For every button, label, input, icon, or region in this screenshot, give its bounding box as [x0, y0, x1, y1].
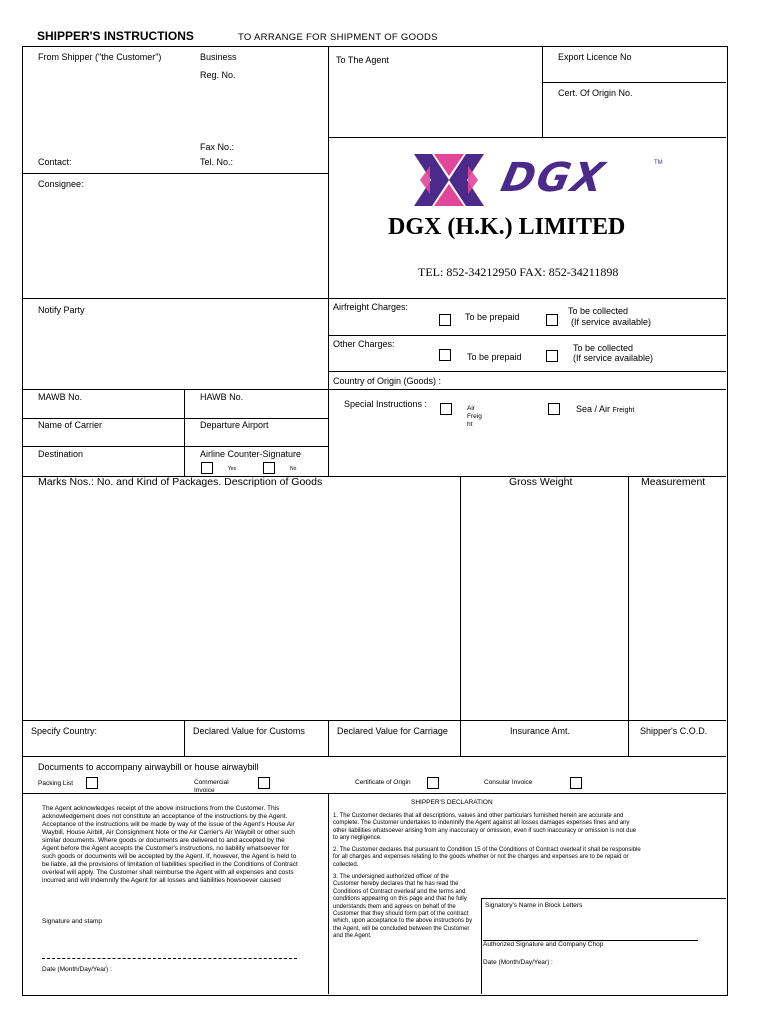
commercial-invoice-label-2: Invoice	[194, 787, 215, 794]
contact-label: Contact:	[38, 157, 72, 167]
other-prepaid-checkbox[interactable]	[439, 349, 451, 361]
measurement-label: Measurement	[641, 476, 706, 488]
authorized-signature-label: Authorized Signature and Company Chop	[483, 941, 604, 948]
form-subtitle: TO ARRANGE FOR SHIPMENT OF GOODS	[238, 32, 438, 43]
airfreight-collected-label: To be collected	[568, 306, 629, 316]
sea-air-checkbox[interactable]	[548, 403, 560, 415]
other-collected-checkbox[interactable]	[546, 350, 558, 362]
tel-no-label: Tel. No.:	[200, 157, 234, 167]
notify-party-label: Notify Party	[38, 305, 85, 315]
air-freight-label-3: ht	[467, 421, 473, 428]
other-collected-note: (If service available)	[573, 353, 654, 363]
cert-origin-label: Cert. Of Origin No.	[558, 88, 633, 98]
airline-no-label: No	[290, 466, 297, 472]
consignee-label: Consignee:	[38, 179, 84, 189]
carrier-label: Name of Carrier	[38, 420, 103, 430]
documents-heading: Documents to accompany airwaybill or house airwaybill	[38, 762, 259, 772]
mawb-label: MAWB No.	[38, 392, 83, 402]
ack-date-label: Date (Month/Day/Year) :	[42, 966, 112, 973]
company-name: DGX (H.K.) LIMITED	[388, 214, 626, 240]
airfreight-collected-note: (If service available)	[571, 317, 652, 327]
declared-carriage-label: Declared Value for Carriage	[337, 726, 448, 736]
signatory-name-label: Signatory's Name in Block Letters	[485, 902, 583, 909]
airline-yes-checkbox[interactable]	[201, 462, 213, 474]
insurance-amount-label: Insurance Amt.	[510, 726, 571, 736]
air-freight-label-2: Freig	[467, 413, 482, 420]
airfreight-prepaid-label: To be prepaid	[465, 312, 520, 322]
country-of-origin-label: Country of Origin (Goods) :	[333, 376, 442, 386]
hawb-label: HAWB No.	[200, 392, 244, 402]
destination-label: Destination	[38, 449, 84, 459]
declaration-date-label: Date (Month/Day/Year) :	[483, 959, 553, 966]
other-prepaid-label: To be prepaid	[467, 352, 522, 362]
commercial-invoice-checkbox[interactable]	[258, 777, 270, 789]
airfreight-charges-label: Airfreight Charges:	[333, 302, 409, 312]
marks-description-label: Marks Nos.: No. and Kind of Packages. Description of Goods	[38, 476, 323, 488]
airfreight-prepaid-checkbox[interactable]	[439, 314, 451, 326]
declaration-item-3: 3. The undersigned authorized officer of the Customer hereby declares that he has read the Conditions of Contract overleaf and the terms and conditions appearing on this page and that he fully understands them and agrees on behalf of the Customer that they should form part of the contract which, upon acceptance to the above instructions by the Agent, will be concluded between the Customer and the Agent.	[333, 874, 473, 940]
logo-wordmark: DGX	[497, 155, 610, 201]
company-logo	[410, 150, 670, 210]
packing-list-checkbox[interactable]	[86, 777, 98, 789]
declared-customs-label: Declared Value for Customs	[193, 726, 305, 736]
fax-no-label: Fax No.:	[200, 142, 235, 152]
airline-yes-label: Yes	[228, 466, 237, 472]
airline-no-checkbox[interactable]	[263, 462, 275, 474]
specify-country-label: Specify Country:	[31, 726, 98, 736]
airline-signature-label: Airline Counter-Signature	[200, 449, 302, 459]
declaration-item-2: 2. The Customer declares that pursuant to Condition 15 of the Conditions of Contract overleaf it shall be responsible for all charges and expenses relating to the goods whether or not the charges and expenses are to be repaid or collected.	[333, 847, 641, 868]
declaration-item-1: 1. The Customer declares that all descriptions, values and other particulars furnished herein are accurate and complete. The Customer undertakes to indemnify the Agent against all losses damages expenses fines and any other liabilities whatsoever arising from any inaccuracy or omission, even if such inaccuracy or omission is not due to any negligence.	[333, 813, 637, 842]
consular-invoice-label: Consular Invoice	[484, 779, 533, 786]
packing-list-label: Packing List	[38, 780, 74, 787]
export-licence-label: Export Licence No	[558, 52, 632, 62]
gross-weight-label: Gross Weight	[509, 476, 573, 488]
signature-line	[42, 958, 297, 959]
to-agent-label: To The Agent	[336, 55, 389, 65]
sea-air-main: Sea / Air	[576, 404, 611, 414]
declaration-heading: SHIPPER'S DECLARATION	[411, 799, 493, 806]
other-collected-label: To be collected	[573, 343, 634, 353]
signature-stamp-label: Signature and stamp	[42, 918, 102, 925]
certificate-origin-checkbox[interactable]	[427, 777, 439, 789]
shipper-cod-label: Shipper's C.O.D.	[640, 726, 708, 736]
air-freight-label-1: Air	[467, 405, 475, 412]
certificate-origin-label: Certificate of Origin	[355, 779, 411, 786]
consular-invoice-checkbox[interactable]	[570, 777, 582, 789]
form-title: SHIPPER'S INSTRUCTIONS	[37, 29, 194, 43]
departure-airport-label: Departure Airport	[200, 420, 269, 430]
dgx-x-mark-icon	[410, 150, 488, 210]
company-contact: TEL: 852-34212950 FAX: 852-34211898	[418, 265, 619, 279]
airfreight-collected-checkbox[interactable]	[546, 314, 558, 326]
air-freight-checkbox[interactable]	[440, 403, 452, 415]
sea-air-suffix: Freight	[612, 407, 635, 414]
reg-no-label: Reg. No.	[200, 70, 236, 80]
agent-acknowledgement-text: The Agent acknowledges receipt of the above instructions from the Customer. This acknowledgement does not constitute an acceptance of the instructions by the Agent. Acceptance of the instructions will be made by way of the issue of the Agent's House Air Waybill, House Airbill, Air Consignment Note or the Air Carrier's Air Waybill or other such similar documents. Where goods or documents are delivered to and accepted by the Agent before the Agent accepts the Customer's instructions, no liability whatsoever for such goods or documents will be accepted by the Agent. If, however, the Agent is held to be liable, all the provisions of limitation of liabilities specified in the Conditions of Contract overleaf will apply. The Customer shall reimburse the Agent with all expenses and costs incurred and will indemnify the Agent for all losses and liabilities howsoever caused	[42, 805, 298, 884]
special-instructions-label: Special Instructions :	[344, 399, 428, 409]
trademark-mark: TM	[654, 160, 663, 166]
commercial-invoice-label-1: Commercial	[194, 779, 229, 786]
business-label: Business	[200, 52, 237, 62]
sea-air-label	[576, 404, 634, 414]
from-shipper-label: From Shipper ("the Customer")	[38, 52, 162, 62]
other-charges-label: Other Charges:	[333, 339, 395, 349]
